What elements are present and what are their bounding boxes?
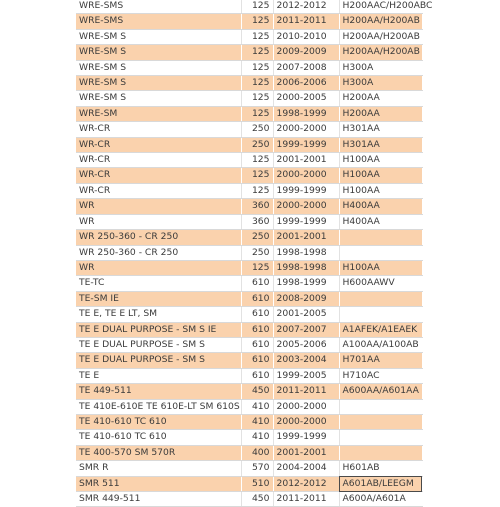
years-cell: 2007-2007	[273, 322, 339, 337]
displacement-cell: 610	[241, 353, 273, 368]
table-row	[76, 322, 422, 337]
displacement-cell: 610	[241, 322, 273, 337]
years-cell: 2011-2011	[273, 14, 339, 29]
parts-table	[76, 0, 433, 507]
part-code-cell: A601AB/LEEGM	[339, 476, 422, 491]
model-cell: WR-CR	[76, 153, 241, 168]
model-cell: TE E, TE E LT, SM	[76, 307, 241, 322]
years-cell: 1999-1999	[273, 137, 339, 152]
displacement-cell: 125	[241, 183, 273, 198]
part-code-cell: H200AA/H200AB	[339, 14, 422, 29]
table-row	[76, 106, 422, 121]
displacement-cell: 125	[241, 260, 273, 275]
model-cell: WRE-SM S	[76, 76, 241, 91]
part-code-cell	[339, 414, 422, 429]
table-row	[76, 153, 422, 168]
model-cell: WR 250-360 - CR 250	[76, 230, 241, 245]
model-cell: WRE-SM S	[76, 60, 241, 75]
years-cell: 2001-2001	[273, 445, 339, 460]
table-row	[76, 307, 422, 322]
table-row	[76, 291, 422, 306]
years-cell: 1999-1999	[273, 430, 339, 445]
part-code-cell	[339, 430, 422, 445]
years-cell: 2003-2004	[273, 353, 339, 368]
years-cell: 2005-2006	[273, 337, 339, 352]
displacement-cell: 125	[241, 45, 273, 60]
table-body	[76, 0, 433, 507]
part-code-cell: H200AA	[339, 91, 422, 106]
displacement-cell: 610	[241, 337, 273, 352]
model-cell: TE E DUAL PURPOSE - SM S	[76, 337, 241, 352]
table-row	[76, 60, 422, 75]
table-row	[76, 399, 422, 414]
years-cell: 1998-1999	[273, 106, 339, 121]
model-cell: TE-SM IE	[76, 291, 241, 306]
model-cell: WR-CR	[76, 168, 241, 183]
years-cell: 2000-2000	[273, 414, 339, 429]
years-cell: 2004-2004	[273, 461, 339, 476]
model-cell: TE E	[76, 368, 241, 383]
table-row	[76, 14, 422, 29]
table-row	[76, 91, 422, 106]
years-cell: 2000-2000	[273, 399, 339, 414]
part-code-cell: H301AA	[339, 122, 422, 137]
table-row	[76, 0, 422, 14]
years-cell: 2012-2012	[273, 0, 339, 14]
years-cell: 2007-2008	[273, 60, 339, 75]
part-code-cell: H300A	[339, 60, 422, 75]
displacement-cell: 610	[241, 368, 273, 383]
displacement-cell: 125	[241, 168, 273, 183]
years-cell: 2008-2009	[273, 291, 339, 306]
model-cell: WRE-SM S	[76, 45, 241, 60]
table-row	[76, 183, 422, 198]
displacement-cell: 125	[241, 60, 273, 75]
table-row	[76, 137, 422, 152]
displacement-cell: 125	[241, 106, 273, 121]
displacement-cell: 125	[241, 14, 273, 29]
table-row	[76, 353, 422, 368]
displacement-cell: 410	[241, 399, 273, 414]
table-row	[76, 430, 422, 445]
model-cell: WR-CR	[76, 137, 241, 152]
years-cell: 2011-2011	[273, 384, 339, 399]
years-cell: 2000-2000	[273, 168, 339, 183]
model-cell: WR-CR	[76, 122, 241, 137]
part-code-cell: H601AB	[339, 461, 422, 476]
model-cell: WR	[76, 199, 241, 214]
part-code-cell	[339, 291, 422, 306]
years-cell: 2001-2005	[273, 307, 339, 322]
displacement-cell: 360	[241, 199, 273, 214]
table-row	[76, 414, 422, 429]
part-code-cell: A1AFEK/A1EAEK	[339, 322, 422, 337]
part-code-cell: H100AA	[339, 153, 422, 168]
table-row	[76, 199, 422, 214]
displacement-cell: 250	[241, 245, 273, 260]
displacement-cell: 610	[241, 276, 273, 291]
displacement-cell: 510	[241, 476, 273, 491]
years-cell: 2010-2010	[273, 29, 339, 44]
table-row	[76, 45, 422, 60]
table-row	[76, 476, 422, 491]
part-code-cell	[339, 445, 422, 460]
model-cell: TE 410-610 TC 610	[76, 430, 241, 445]
table-row	[76, 230, 422, 245]
model-cell: SMR 449-511	[76, 492, 241, 507]
displacement-cell: 610	[241, 307, 273, 322]
displacement-cell: 410	[241, 430, 273, 445]
model-cell: WRE-SMS	[76, 0, 241, 14]
part-code-cell	[339, 307, 422, 322]
part-code-cell	[339, 245, 422, 260]
displacement-cell: 125	[241, 153, 273, 168]
displacement-cell: 360	[241, 214, 273, 229]
model-cell: WR	[76, 214, 241, 229]
part-code-cell: H701AA	[339, 353, 422, 368]
table-row	[76, 384, 422, 399]
model-cell: WRE-SM S	[76, 91, 241, 106]
displacement-cell: 450	[241, 384, 273, 399]
part-code-cell: H300A	[339, 76, 422, 91]
part-code-cell: H710AC	[339, 368, 422, 383]
part-code-cell: H200AAC/H200ABC	[339, 0, 422, 14]
part-code-cell: H100AA	[339, 168, 422, 183]
years-cell: 2000-2005	[273, 91, 339, 106]
displacement-cell: 250	[241, 122, 273, 137]
years-cell: 1999-1999	[273, 183, 339, 198]
part-code-cell: A600AA/A601AA	[339, 384, 422, 399]
years-cell: 2009-2009	[273, 45, 339, 60]
displacement-cell: 125	[241, 0, 273, 14]
model-cell: TE 410-610 TC 610	[76, 414, 241, 429]
displacement-cell: 250	[241, 230, 273, 245]
displacement-cell: 570	[241, 461, 273, 476]
model-cell: TE 400-570 SM 570R	[76, 445, 241, 460]
table-row	[76, 214, 422, 229]
model-cell: WRE-SM	[76, 106, 241, 121]
model-cell: SMR 511	[76, 476, 241, 491]
table-row	[76, 29, 422, 44]
years-cell: 2011-2011	[273, 492, 339, 507]
years-cell: 1999-1999	[273, 214, 339, 229]
table-row	[76, 337, 422, 352]
model-cell: WRE-SM S	[76, 29, 241, 44]
model-cell: TE-TC	[76, 276, 241, 291]
table-row	[76, 368, 422, 383]
part-code-cell: H100AA	[339, 183, 422, 198]
displacement-cell: 610	[241, 291, 273, 306]
table-row	[76, 492, 422, 507]
part-code-cell: A100AA/A100AB	[339, 337, 422, 352]
years-cell: 1998-1998	[273, 260, 339, 275]
part-code-cell	[339, 399, 422, 414]
displacement-cell: 125	[241, 29, 273, 44]
model-cell: TE 449-511	[76, 384, 241, 399]
table-row	[76, 76, 422, 91]
table-row	[76, 168, 422, 183]
part-code-cell: H600AAWV	[339, 276, 422, 291]
model-cell: TE E DUAL PURPOSE - SM S IE	[76, 322, 241, 337]
part-code-cell	[339, 230, 422, 245]
displacement-cell: 410	[241, 414, 273, 429]
part-code-cell: H301AA	[339, 137, 422, 152]
part-code-cell: H100AA	[339, 260, 422, 275]
displacement-cell: 125	[241, 91, 273, 106]
model-cell: SMR R	[76, 461, 241, 476]
displacement-cell: 125	[241, 76, 273, 91]
part-code-cell: H200AA	[339, 106, 422, 121]
years-cell: 2006-2006	[273, 76, 339, 91]
displacement-cell: 250	[241, 137, 273, 152]
model-cell: TE E DUAL PURPOSE - SM S	[76, 353, 241, 368]
part-code-cell: H400AA	[339, 214, 422, 229]
model-cell: WR-CR	[76, 183, 241, 198]
model-cell: WRE-SMS	[76, 14, 241, 29]
part-code-cell: A600A/A601A	[339, 492, 422, 507]
part-code-cell: H200AA/H200AB	[339, 45, 422, 60]
table-row	[76, 276, 422, 291]
model-cell: TE 410E-610E TE 610E-LT SM 610S	[76, 399, 241, 414]
table-row	[76, 122, 422, 137]
years-cell: 2000-2000	[273, 122, 339, 137]
table-row	[76, 461, 422, 476]
years-cell: 2001-2001	[273, 153, 339, 168]
years-cell: 2001-2001	[273, 230, 339, 245]
years-cell: 1998-1998	[273, 245, 339, 260]
part-code-cell: H400AA	[339, 199, 422, 214]
table-row	[76, 445, 422, 460]
displacement-cell: 450	[241, 492, 273, 507]
table-row	[76, 260, 422, 275]
years-cell: 2000-2000	[273, 199, 339, 214]
years-cell: 2012-2012	[273, 476, 339, 491]
model-cell: WR 250-360 - CR 250	[76, 245, 241, 260]
model-cell: WR	[76, 260, 241, 275]
displacement-cell: 400	[241, 445, 273, 460]
years-cell: 1998-1999	[273, 276, 339, 291]
years-cell: 1999-2005	[273, 368, 339, 383]
table-row	[76, 245, 422, 260]
part-code-cell: H200AA/H200AB	[339, 29, 422, 44]
